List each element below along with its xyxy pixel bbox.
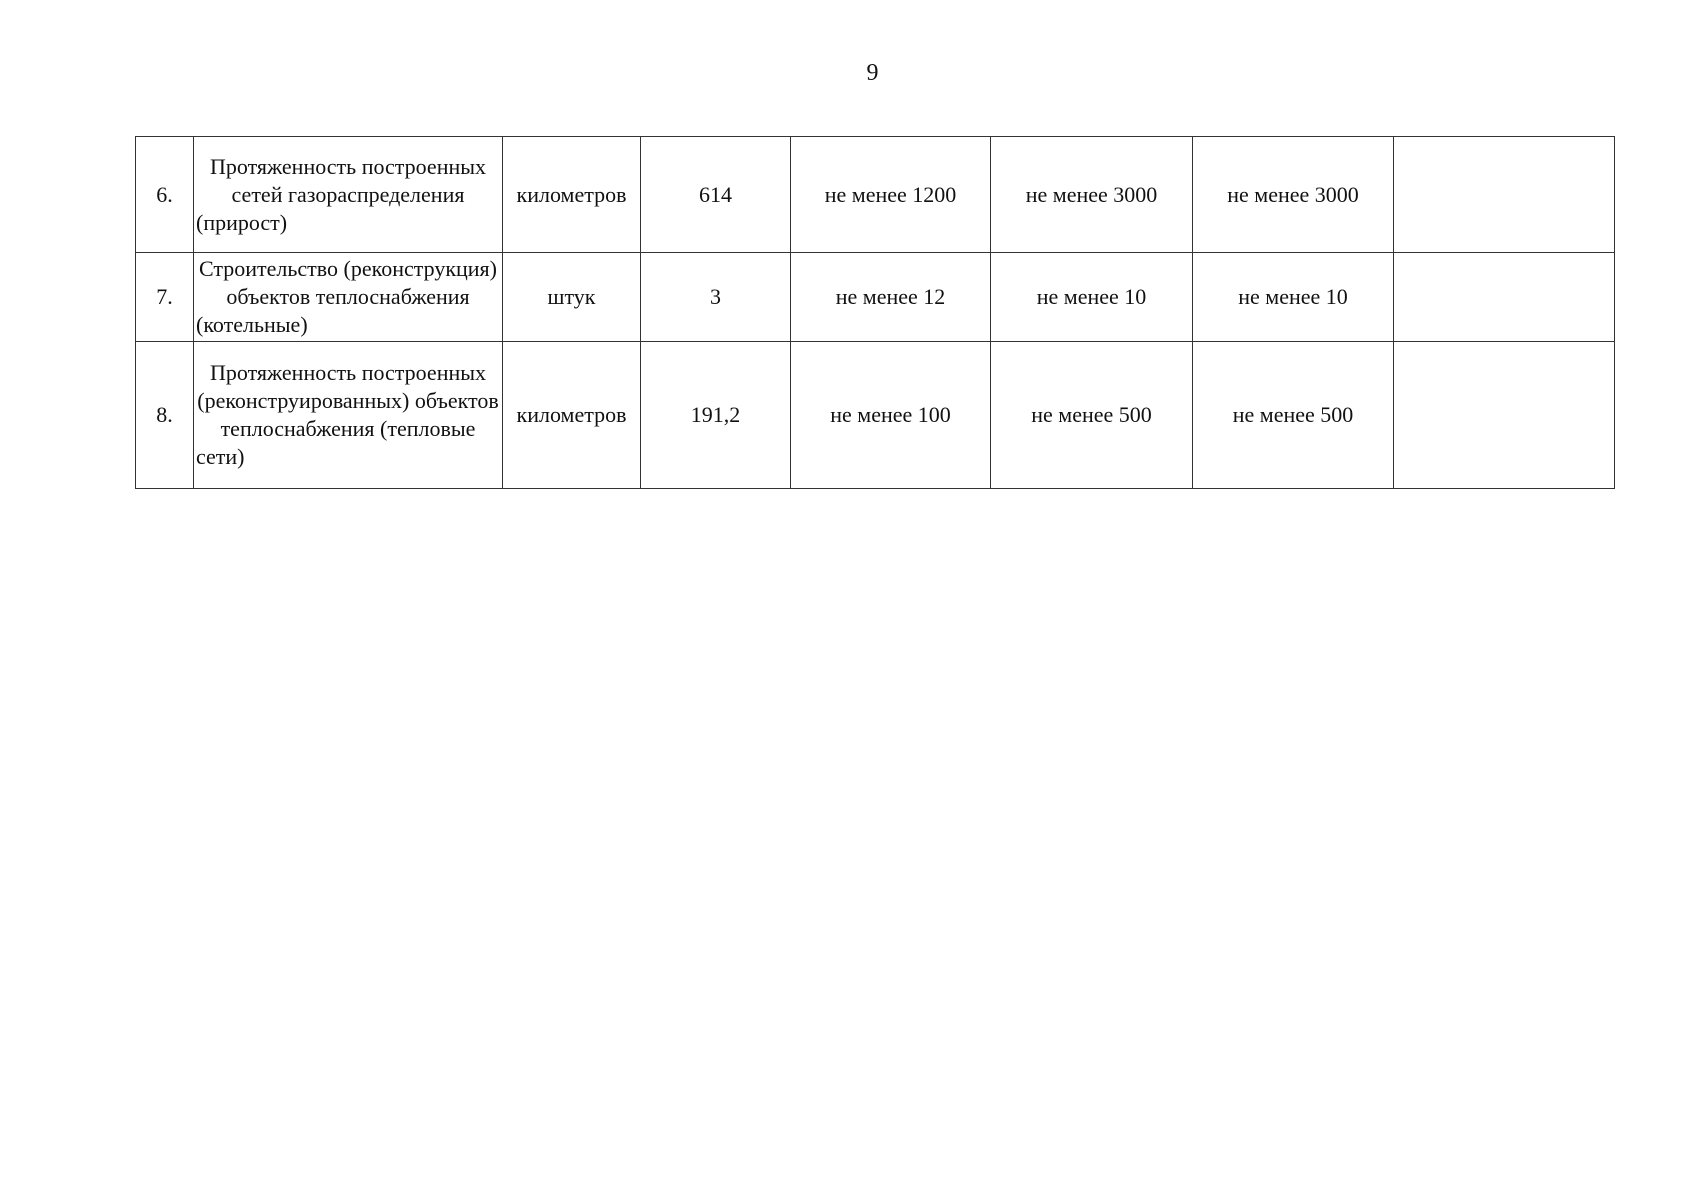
note-cell [1394, 253, 1615, 342]
target-cell-3: не менее 500 [1193, 342, 1394, 489]
target-cell-2: не менее 500 [991, 342, 1193, 489]
table-row [136, 137, 1615, 253]
indicator-name: Строительство (реконструкция) объектов теплоснабжения (котельные) [194, 253, 503, 342]
table-row [136, 342, 1615, 489]
indicator-name: Протяженность построенных сетей газораспределения (прирост) [194, 137, 503, 253]
note-cell [1394, 137, 1615, 253]
unit-cell: километров [503, 137, 641, 253]
base-value-cell: 614 [641, 137, 791, 253]
base-value-cell: 191,2 [641, 342, 791, 489]
row-number: 6. [136, 137, 194, 253]
unit-cell: штук [503, 253, 641, 342]
unit-cell: километров [503, 342, 641, 489]
row-number: 7. [136, 253, 194, 342]
row-number: 8. [136, 342, 194, 489]
target-cell-2: не менее 3000 [991, 137, 1193, 253]
target-cell-3: не менее 3000 [1193, 137, 1394, 253]
target-cell-3: не менее 10 [1193, 253, 1394, 342]
page-number: 9 [866, 60, 879, 86]
target-cell-1: не менее 12 [791, 253, 991, 342]
indicator-name: Протяженность построенных (реконструированных) объектов теплоснабжения (тепловые сети) [194, 342, 503, 489]
note-cell [1394, 342, 1615, 489]
base-value-cell: 3 [641, 253, 791, 342]
indicators-table [135, 136, 1615, 489]
target-cell-1: не менее 1200 [791, 137, 991, 253]
table-row [136, 253, 1615, 342]
target-cell-2: не менее 10 [991, 253, 1193, 342]
target-cell-1: не менее 100 [791, 342, 991, 489]
